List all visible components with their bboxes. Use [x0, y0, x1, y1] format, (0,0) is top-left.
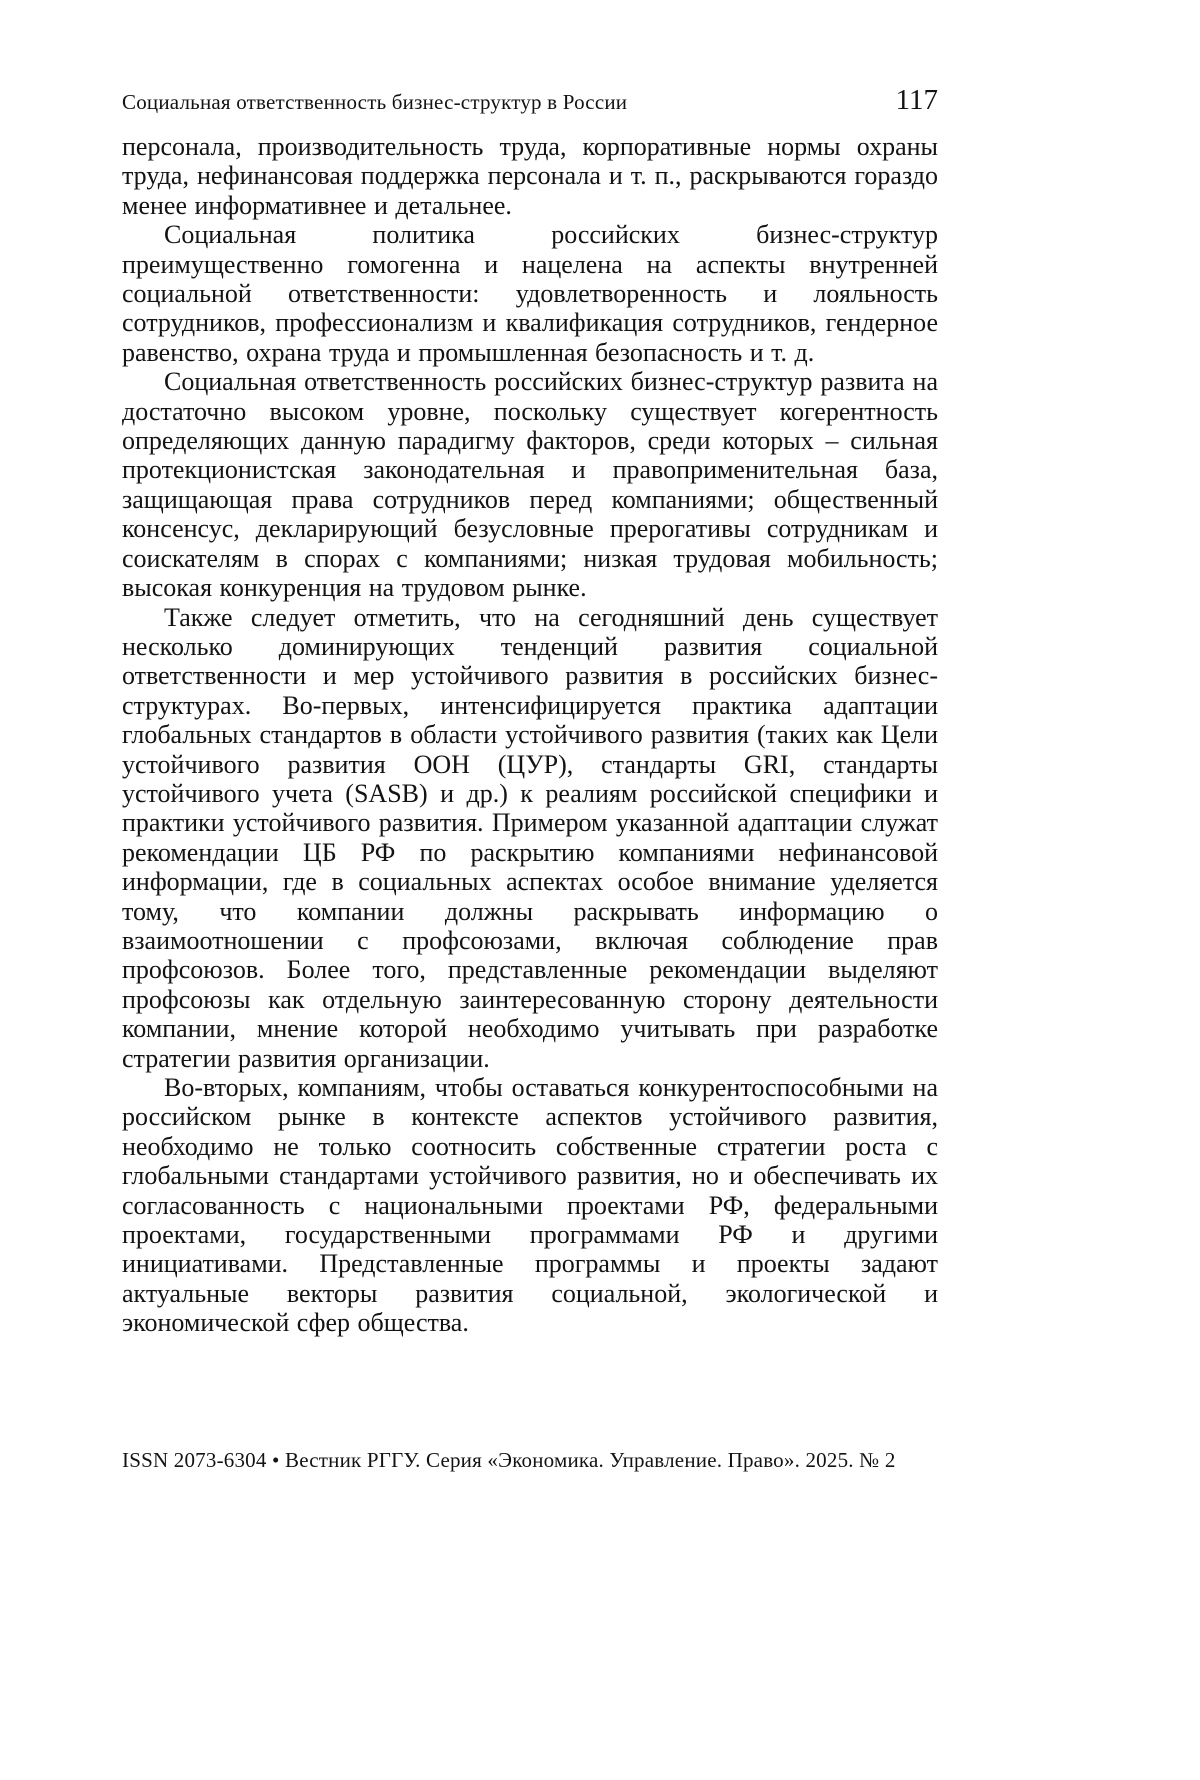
- paragraph: Также следует отметить, что на сегодняшний день существует несколько доминирующих тенденций развития социальной ответственности и мер устойчивого развития в российских бизнес-структурах. Во-первых, интенсифицируется практика адаптации глобальных стандартов в области устойчивого развития (таких как Цели устойчивого развития ООН (ЦУР), стандарты GRI, стандарты устойчивого учета (SASB) и др.) к реалиям российской специфики и практики устойчивого развития. Примером указанной адаптации служат рекомендации ЦБ РФ по раскрытию компаниями нефинансовой информации, где в социальных аспектах особое внимание уделяется тому, что компании должны раскрывать информацию о взаимоотношении с профсоюзами, включая соблюдение прав профсоюзов. Более того, представленные рекомендации выделяют профсоюзы как отдельную заинтересованную сторону деятельности компании, мнение которой необходимо учитывать при разработке стратегии развития организации.: [122, 602, 938, 1073]
- page-number: 117: [895, 84, 938, 116]
- running-header: [122, 84, 938, 117]
- running-head-title: Социальная ответственность бизнес-структур в России: [122, 90, 628, 114]
- paragraph: Социальная ответственность российских бизнес-структур развита на достаточно высоком уровне, поскольку существует когерентность определяющих данную парадигму факторов, среди которых – сильная протекционистская законодательная и правоприменительная база, защищающая права сотрудников перед компаниями; общественный консенсус, декларирующий безусловные прерогативы сотрудникам и соискателям в спорах с компаниями; низкая трудовая мобильность; высокая конкуренция на трудовом рынке.: [122, 367, 938, 603]
- paragraph: Социальная политика российских бизнес-структур преимущественно гомогенна и нацелена на аспекты внутренней социальной ответственности: удовлетворенность и лояльность сотрудников, профессионализм и квалификация сотрудников, гендерное равенство, охрана труда и промышленная безопасность и т. д.: [122, 220, 938, 367]
- paragraph: персонала, производительность труда, корпоративные нормы охраны труда, нефинансовая поддержка персонала и т. п., раскрываются гораздо менее информативнее и детальнее.: [122, 132, 938, 220]
- paragraph: Во-вторых, компаниям, чтобы оставаться конкурентоспособными на российском рынке в контексте аспектов устойчивого развития, необходимо не только соотносить собственные стратегии роста с глобальными стандартами устойчивого развития, но и обеспечивать их согласованность с национальными проектами РФ, федеральными проектами, государственными программами РФ и другими инициативами. Представленные программы и проекты задают актуальные векторы развития социальной, экологической и экономической сфер общества.: [122, 1073, 938, 1338]
- journal-footer-line: ISSN 2073-6304 • Вестник РГГУ. Серия «Экономика. Управление. Право». 2025. № 2: [122, 1448, 896, 1472]
- article-body: [122, 132, 938, 1338]
